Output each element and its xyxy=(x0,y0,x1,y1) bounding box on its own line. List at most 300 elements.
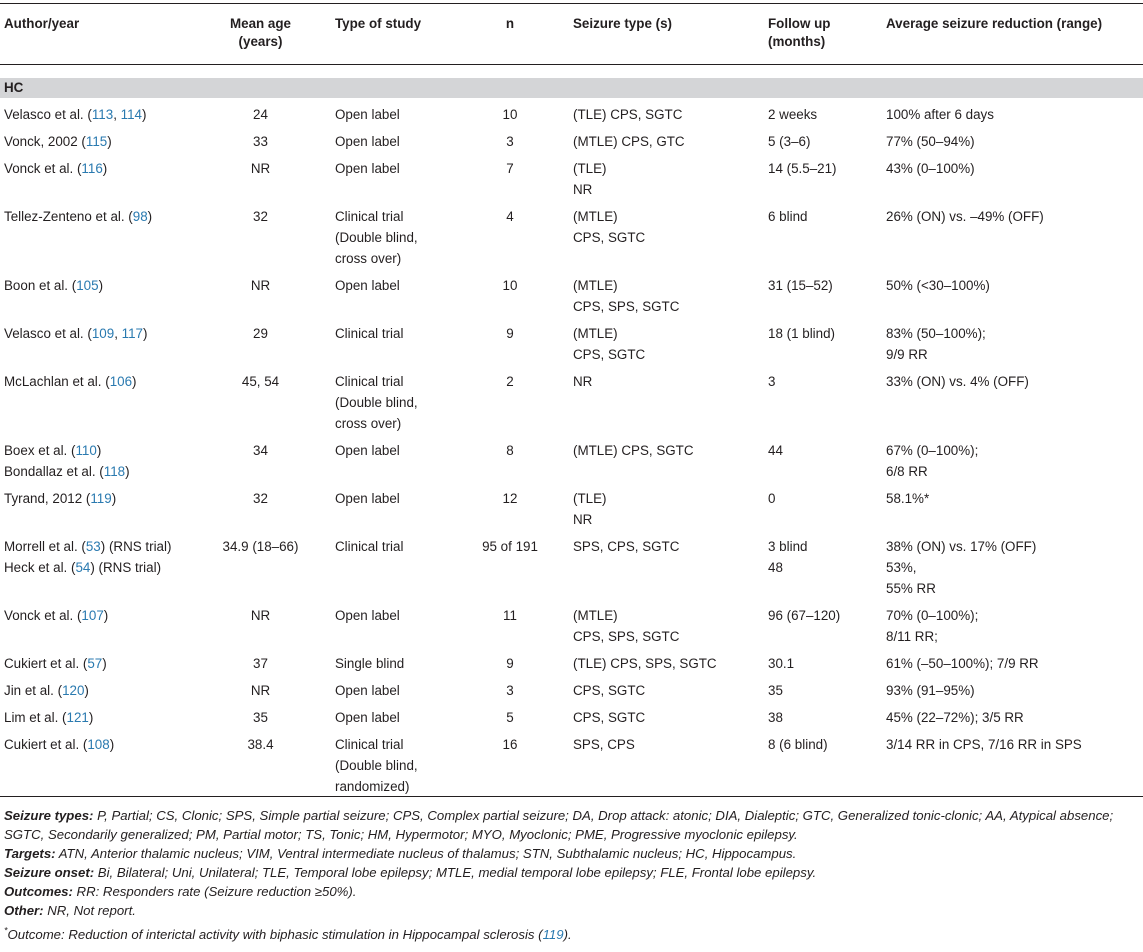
cell-line: CPS, SPS, SGTC xyxy=(573,299,680,314)
reference-link[interactable]: 119 xyxy=(542,927,564,942)
col-header-study xyxy=(335,15,421,33)
cell-study xyxy=(335,438,465,486)
cell-spacer xyxy=(555,204,573,273)
cell-n xyxy=(465,273,555,321)
footnote-line xyxy=(4,901,1139,920)
cell-line: 9/9 RR xyxy=(886,347,928,362)
footnote-line xyxy=(4,806,1139,844)
cell-spacer xyxy=(555,534,573,603)
cell-line: 26% (ON) vs. –49% (OFF) xyxy=(886,209,1044,224)
text-segment: ) xyxy=(111,491,117,506)
cell-line: NR xyxy=(250,608,271,623)
text-segment: ) xyxy=(103,608,109,623)
col-header-author xyxy=(4,15,79,33)
top-rule xyxy=(0,3,1143,4)
cell-line: SPS, CPS, SGTC xyxy=(573,539,680,554)
cell-author xyxy=(0,129,208,156)
cell-study xyxy=(335,321,465,369)
cell-line: 43% (0–100%) xyxy=(886,161,975,176)
author-line xyxy=(4,536,208,557)
cell-line: 3/14 RR in CPS, 7/16 RR in SPS xyxy=(886,737,1082,752)
cell-age xyxy=(208,369,313,438)
cell-spacer xyxy=(313,102,335,129)
cell-n xyxy=(465,129,555,156)
text-segment: P, Partial; CS, Clonic; SPS, Simple partial seizure; CPS, Complex partial seizure; DA, Drop attack: atonic; DIA, Dialeptic; GTC, Generalized tonic-clonic; AA, Atypical absence; SGTC, Secondarily generalized; PM, Partial motor; TS, Tonic; HM, Hypermotor; MYO, Myoclonic; PME, Progressive myoclonic epilepsy. xyxy=(4,808,1114,842)
cell-spacer xyxy=(313,204,335,273)
cell-line: 53%, xyxy=(886,560,917,575)
cell-line: 33 xyxy=(253,134,268,149)
header-line: Type of study xyxy=(335,16,422,31)
cell-n xyxy=(465,204,555,273)
cell-line: (MTLE) xyxy=(573,209,618,224)
cell-study xyxy=(335,204,465,273)
cell-line: Open label xyxy=(335,278,400,293)
cell-follow xyxy=(768,129,886,156)
cell-seizure xyxy=(573,651,768,678)
cell-spacer xyxy=(555,486,573,534)
cell-line: (MTLE) CPS, SGTC xyxy=(573,443,694,458)
cell-study xyxy=(335,156,465,204)
cell-line: (TLE) CPS, SGTC xyxy=(573,107,683,122)
text-segment: Tyrand, 2012 ( xyxy=(4,491,91,506)
text-segment: ) xyxy=(147,209,153,224)
cell-follow xyxy=(768,534,886,603)
reference-link[interactable]: 116 xyxy=(81,161,103,176)
author-line xyxy=(4,707,208,728)
text-segment: ) xyxy=(84,683,89,698)
header-line: Follow up xyxy=(768,16,831,31)
text-segment: ) xyxy=(96,443,102,458)
cell-line: 33% (ON) vs. 4% (OFF) xyxy=(886,374,1029,389)
reference-link[interactable]: 110 xyxy=(75,443,97,458)
cell-line: (MTLE) xyxy=(573,278,618,293)
cell-line: NR xyxy=(573,512,593,527)
cell-age xyxy=(208,678,313,705)
cell-line: 3 xyxy=(506,683,514,698)
text-segment: ATN, Anterior thalamic nucleus; VIM, Ventral intermediate nucleus of thalamus; STN, Subthalamic nucleus; HC, Hippocampus. xyxy=(55,846,797,861)
cell-follow xyxy=(768,732,886,801)
text-segment: Tellez-Zenteno et al. ( xyxy=(4,209,133,224)
reference-link[interactable]: 115 xyxy=(85,134,108,149)
cell-spacer xyxy=(313,651,335,678)
cell-line: 67% (0–100%); xyxy=(886,443,979,458)
reference-link[interactable]: 107 xyxy=(81,608,104,623)
cell-line: NR xyxy=(250,683,271,698)
cell-line: 34.9 (18–66) xyxy=(222,539,299,554)
cell-author xyxy=(0,204,208,273)
cell-line: Open label xyxy=(335,443,400,458)
cell-line: (TLE) xyxy=(573,491,607,506)
text-segment: Velasco et al. ( xyxy=(4,107,92,122)
cell-seizure xyxy=(573,102,768,129)
cell-seizure xyxy=(573,156,768,204)
cell-line: 10 xyxy=(502,107,518,122)
cell-line: 16 xyxy=(502,737,518,752)
cell-line: (Double blind, xyxy=(335,230,418,245)
footnote-line xyxy=(4,882,1139,901)
cell-follow xyxy=(768,678,886,705)
table-row xyxy=(0,156,1143,204)
table-row xyxy=(0,102,1143,129)
cell-line: 38% (ON) vs. 17% (OFF) xyxy=(886,539,1037,554)
cell-reduction xyxy=(886,369,1143,438)
cell-follow xyxy=(768,369,886,438)
cell-reduction xyxy=(886,156,1143,204)
cell-line: (TLE) xyxy=(573,161,607,176)
cell-seizure xyxy=(573,678,768,705)
reference-link[interactable]: 117 xyxy=(121,326,143,341)
col-header-n xyxy=(465,15,555,33)
text-segment: Bondallaz et al. ( xyxy=(4,464,104,479)
cell-line: (Double blind, xyxy=(335,758,418,773)
table-row xyxy=(0,204,1143,273)
cell-line: Open label xyxy=(335,683,400,698)
cell-age xyxy=(208,732,313,801)
cell-line: CPS, SGTC xyxy=(573,710,646,725)
text-segment: Boex et al. ( xyxy=(4,443,76,458)
cell-n xyxy=(465,369,555,438)
reference-link[interactable]: 108 xyxy=(87,737,110,752)
cell-reduction xyxy=(886,129,1143,156)
header-line: Average seizure reduction (range) xyxy=(886,16,1103,31)
text-segment: ) xyxy=(132,374,137,389)
cell-line: NR xyxy=(573,374,593,389)
cell-line: 30.1 xyxy=(768,656,795,671)
text-segment: ). xyxy=(563,927,572,942)
text-segment: , xyxy=(114,326,122,341)
table-row xyxy=(0,678,1143,705)
cell-follow xyxy=(768,102,886,129)
cell-age xyxy=(208,438,313,486)
cell-line: CPS, SGTC xyxy=(573,230,646,245)
cell-line: 32 xyxy=(253,491,268,506)
text-segment: ) xyxy=(98,278,104,293)
cell-line: 48 xyxy=(768,560,783,575)
cell-reduction xyxy=(886,204,1143,273)
reference-link[interactable]: 57 xyxy=(87,656,103,671)
cell-follow xyxy=(768,603,886,651)
cell-line: 45% (22–72%); 3/5 RR xyxy=(886,710,1024,725)
cell-line: Open label xyxy=(335,710,400,725)
cell-line: (Double blind, xyxy=(335,395,418,410)
author-line xyxy=(4,104,208,125)
cell-age xyxy=(208,603,313,651)
cell-author xyxy=(0,102,208,129)
text-segment: Cukiert et al. ( xyxy=(4,737,88,752)
cell-author xyxy=(0,534,208,603)
cell-line: 5 xyxy=(506,710,514,725)
cell-reduction xyxy=(886,678,1143,705)
cell-age xyxy=(208,534,313,603)
cell-reduction xyxy=(886,603,1143,651)
table-row xyxy=(0,603,1143,651)
author-line xyxy=(4,680,208,701)
cell-reduction xyxy=(886,651,1143,678)
cell-line: 2 weeks xyxy=(768,107,818,122)
cell-spacer xyxy=(555,369,573,438)
cell-line: 5 (3–6) xyxy=(768,134,811,149)
cell-line: 9 xyxy=(506,656,514,671)
cell-line: (MTLE) xyxy=(573,326,618,341)
cell-line: Open label xyxy=(335,107,400,122)
cell-study xyxy=(335,534,465,603)
text-segment: ) xyxy=(102,161,108,176)
cell-author xyxy=(0,156,208,204)
cell-line: Clinical trial xyxy=(335,737,404,752)
cell-age xyxy=(208,273,313,321)
cell-study xyxy=(335,486,465,534)
cell-line: 100% after 6 days xyxy=(886,107,994,122)
reference-link[interactable]: 119 xyxy=(90,491,112,506)
footnote-line xyxy=(4,863,1139,882)
cell-line: 35 xyxy=(768,683,783,698)
author-line xyxy=(4,206,208,227)
cell-line: 18 (1 blind) xyxy=(768,326,835,341)
table-row xyxy=(0,273,1143,321)
author-line xyxy=(4,371,208,392)
cell-study xyxy=(335,678,465,705)
header-rule xyxy=(0,64,1143,65)
cell-line: Clinical trial xyxy=(335,326,404,341)
cell-n xyxy=(465,678,555,705)
cell-seizure xyxy=(573,129,768,156)
text-segment: McLachlan et al. ( xyxy=(4,374,110,389)
cell-line: 31 (15–52) xyxy=(768,278,833,293)
cell-follow xyxy=(768,321,886,369)
cell-line: 32 xyxy=(253,209,268,224)
cell-line: Open label xyxy=(335,608,400,623)
cell-reduction xyxy=(886,486,1143,534)
cell-reduction xyxy=(886,732,1143,801)
text-segment: ) xyxy=(88,710,94,725)
text-segment: Morrell et al. ( xyxy=(4,539,86,554)
header-line: (months) xyxy=(768,34,826,49)
cell-study xyxy=(335,651,465,678)
author-line xyxy=(4,653,208,674)
author-line xyxy=(4,158,208,179)
cell-line: 7 xyxy=(506,161,514,176)
cell-line: 93% (91–95%) xyxy=(886,683,975,698)
reference-link[interactable]: 118 xyxy=(103,464,126,479)
text-segment: Bi, Bilateral; Uni, Unilateral; TLE, Temporal lobe epilepsy; MTLE, medial temporal lobe epilepsy; FLE, Frontal lobe epilepsy. xyxy=(94,865,817,880)
cell-seizure xyxy=(573,369,768,438)
author-line xyxy=(4,734,208,755)
footnote-line xyxy=(4,844,1139,863)
cell-n xyxy=(465,486,555,534)
cell-line: 24 xyxy=(253,107,268,122)
cell-line: cross over) xyxy=(335,416,402,431)
text-segment: ) (RNS trial) xyxy=(100,539,172,554)
cell-study xyxy=(335,129,465,156)
cell-reduction xyxy=(886,534,1143,603)
cell-line: 61% (–50–100%); 7/9 RR xyxy=(886,656,1039,671)
cell-spacer xyxy=(313,369,335,438)
cell-spacer xyxy=(313,129,335,156)
cell-seizure xyxy=(573,732,768,801)
cell-line: NR xyxy=(250,278,271,293)
cell-line: 34 xyxy=(253,443,268,458)
footnote-term: Other: xyxy=(4,903,44,918)
header-line: (years) xyxy=(238,34,283,49)
text-segment: Cukiert et al. ( xyxy=(4,656,88,671)
cell-spacer xyxy=(555,678,573,705)
cell-n xyxy=(465,156,555,204)
cell-line: 70% (0–100%); xyxy=(886,608,979,623)
author-line xyxy=(4,323,208,344)
cell-spacer xyxy=(313,438,335,486)
cell-line: 8 xyxy=(506,443,514,458)
col-header-age xyxy=(208,15,313,51)
cell-study xyxy=(335,603,465,651)
cell-author xyxy=(0,486,208,534)
reference-link[interactable]: 121 xyxy=(66,710,89,725)
cell-line: cross over) xyxy=(335,251,402,266)
data-table xyxy=(0,102,1143,801)
author-line xyxy=(4,131,208,152)
cell-follow xyxy=(768,438,886,486)
cell-line: 2 xyxy=(506,374,514,389)
text-segment: ) xyxy=(109,737,115,752)
cell-age xyxy=(208,102,313,129)
cell-follow xyxy=(768,156,886,204)
cell-reduction xyxy=(886,321,1143,369)
cell-line: 8 (6 blind) xyxy=(768,737,828,752)
text-segment: ) (RNS trial) xyxy=(90,560,162,575)
cell-line: Open label xyxy=(335,161,400,176)
cell-line: 10 xyxy=(502,278,518,293)
cell-seizure xyxy=(573,603,768,651)
cell-line: (MTLE) xyxy=(573,608,618,623)
cell-line: 50% (<30–100%) xyxy=(886,278,990,293)
cell-line: 38.4 xyxy=(247,737,274,752)
cell-spacer xyxy=(555,321,573,369)
text-segment: Heck et al. ( xyxy=(4,560,76,575)
cell-follow xyxy=(768,705,886,732)
header-line: Mean age xyxy=(229,16,292,31)
cell-follow xyxy=(768,273,886,321)
author-line xyxy=(4,461,208,482)
cell-spacer xyxy=(555,705,573,732)
cell-line: CPS, SPS, SGTC xyxy=(573,629,680,644)
header-line: n xyxy=(505,16,515,31)
cell-seizure xyxy=(573,204,768,273)
author-line xyxy=(4,440,208,461)
table-row xyxy=(0,732,1143,801)
cell-spacer xyxy=(313,678,335,705)
cell-n xyxy=(465,438,555,486)
cell-study xyxy=(335,273,465,321)
table-row xyxy=(0,321,1143,369)
cell-n xyxy=(465,603,555,651)
reference-link[interactable]: 105 xyxy=(76,278,99,293)
text-segment: Vonck, 2002 ( xyxy=(4,134,86,149)
cell-line: 3 xyxy=(768,374,776,389)
cell-author xyxy=(0,321,208,369)
cell-line: 35 xyxy=(253,710,268,725)
cell-study xyxy=(335,369,465,438)
footnote-term: Targets: xyxy=(4,846,56,861)
cell-line: Open label xyxy=(335,134,400,149)
cell-n xyxy=(465,651,555,678)
cell-seizure xyxy=(573,534,768,603)
cell-n xyxy=(465,705,555,732)
reference-link[interactable]: 113 xyxy=(91,107,114,122)
cell-line: 0 xyxy=(768,491,776,506)
cell-author xyxy=(0,732,208,801)
cell-line: 55% RR xyxy=(886,581,936,596)
cell-line: randomized) xyxy=(335,779,410,794)
cell-line: Open label xyxy=(335,491,400,506)
cell-spacer xyxy=(555,156,573,204)
cell-line: 38 xyxy=(768,710,783,725)
reference-link[interactable]: 114 xyxy=(120,107,143,122)
cell-reduction xyxy=(886,102,1143,129)
cell-spacer xyxy=(313,486,335,534)
author-line xyxy=(4,605,208,626)
cell-line: 44 xyxy=(768,443,783,458)
cell-age xyxy=(208,204,313,273)
cell-author xyxy=(0,651,208,678)
cell-author xyxy=(0,705,208,732)
cell-line: 3 blind xyxy=(768,539,808,554)
cell-follow xyxy=(768,651,886,678)
cell-line: NR xyxy=(573,182,593,197)
reference-link[interactable]: 98 xyxy=(132,209,148,224)
reference-link[interactable]: 54 xyxy=(75,560,91,575)
cell-line: SPS, CPS xyxy=(573,737,635,752)
reference-link[interactable]: 53 xyxy=(85,539,101,554)
cell-line: 37 xyxy=(253,656,268,671)
cell-spacer xyxy=(555,732,573,801)
cell-line: 11 xyxy=(503,608,517,623)
cell-age xyxy=(208,705,313,732)
cell-n xyxy=(465,102,555,129)
reference-link[interactable]: 120 xyxy=(62,683,85,698)
header-line: Seizure type (s) xyxy=(573,16,672,31)
cell-author xyxy=(0,273,208,321)
cell-follow xyxy=(768,486,886,534)
cell-seizure xyxy=(573,321,768,369)
cell-line: 9 xyxy=(506,326,514,341)
text-segment: ) xyxy=(143,326,148,341)
reference-link[interactable]: 106 xyxy=(109,374,133,389)
cell-spacer xyxy=(555,273,573,321)
table-row xyxy=(0,534,1143,603)
cell-spacer xyxy=(555,129,573,156)
cell-line: CPS, SGTC xyxy=(573,683,646,698)
cell-spacer xyxy=(313,321,335,369)
cell-line: Clinical trial xyxy=(335,539,404,554)
cell-line: NR xyxy=(250,161,271,176)
text-segment: ) xyxy=(142,107,147,122)
cell-line: 77% (50–94%) xyxy=(886,134,975,149)
cell-spacer xyxy=(313,273,335,321)
cell-line: (MTLE) CPS, GTC xyxy=(573,134,685,149)
cell-spacer xyxy=(555,651,573,678)
cell-study xyxy=(335,102,465,129)
cell-author xyxy=(0,438,208,486)
cell-age xyxy=(208,486,313,534)
section-row-hc xyxy=(0,78,1143,98)
cell-seizure xyxy=(573,486,768,534)
reference-link[interactable]: 109 xyxy=(91,326,115,341)
col-header-seizure xyxy=(573,15,672,33)
cell-n xyxy=(465,321,555,369)
cell-line: CPS, SGTC xyxy=(573,347,646,362)
cell-study xyxy=(335,732,465,801)
text-segment: Outcome: Reduction of interictal activity with biphasic stimulation in Hippocampal sclerosis ( xyxy=(7,927,543,942)
cell-age xyxy=(208,156,313,204)
